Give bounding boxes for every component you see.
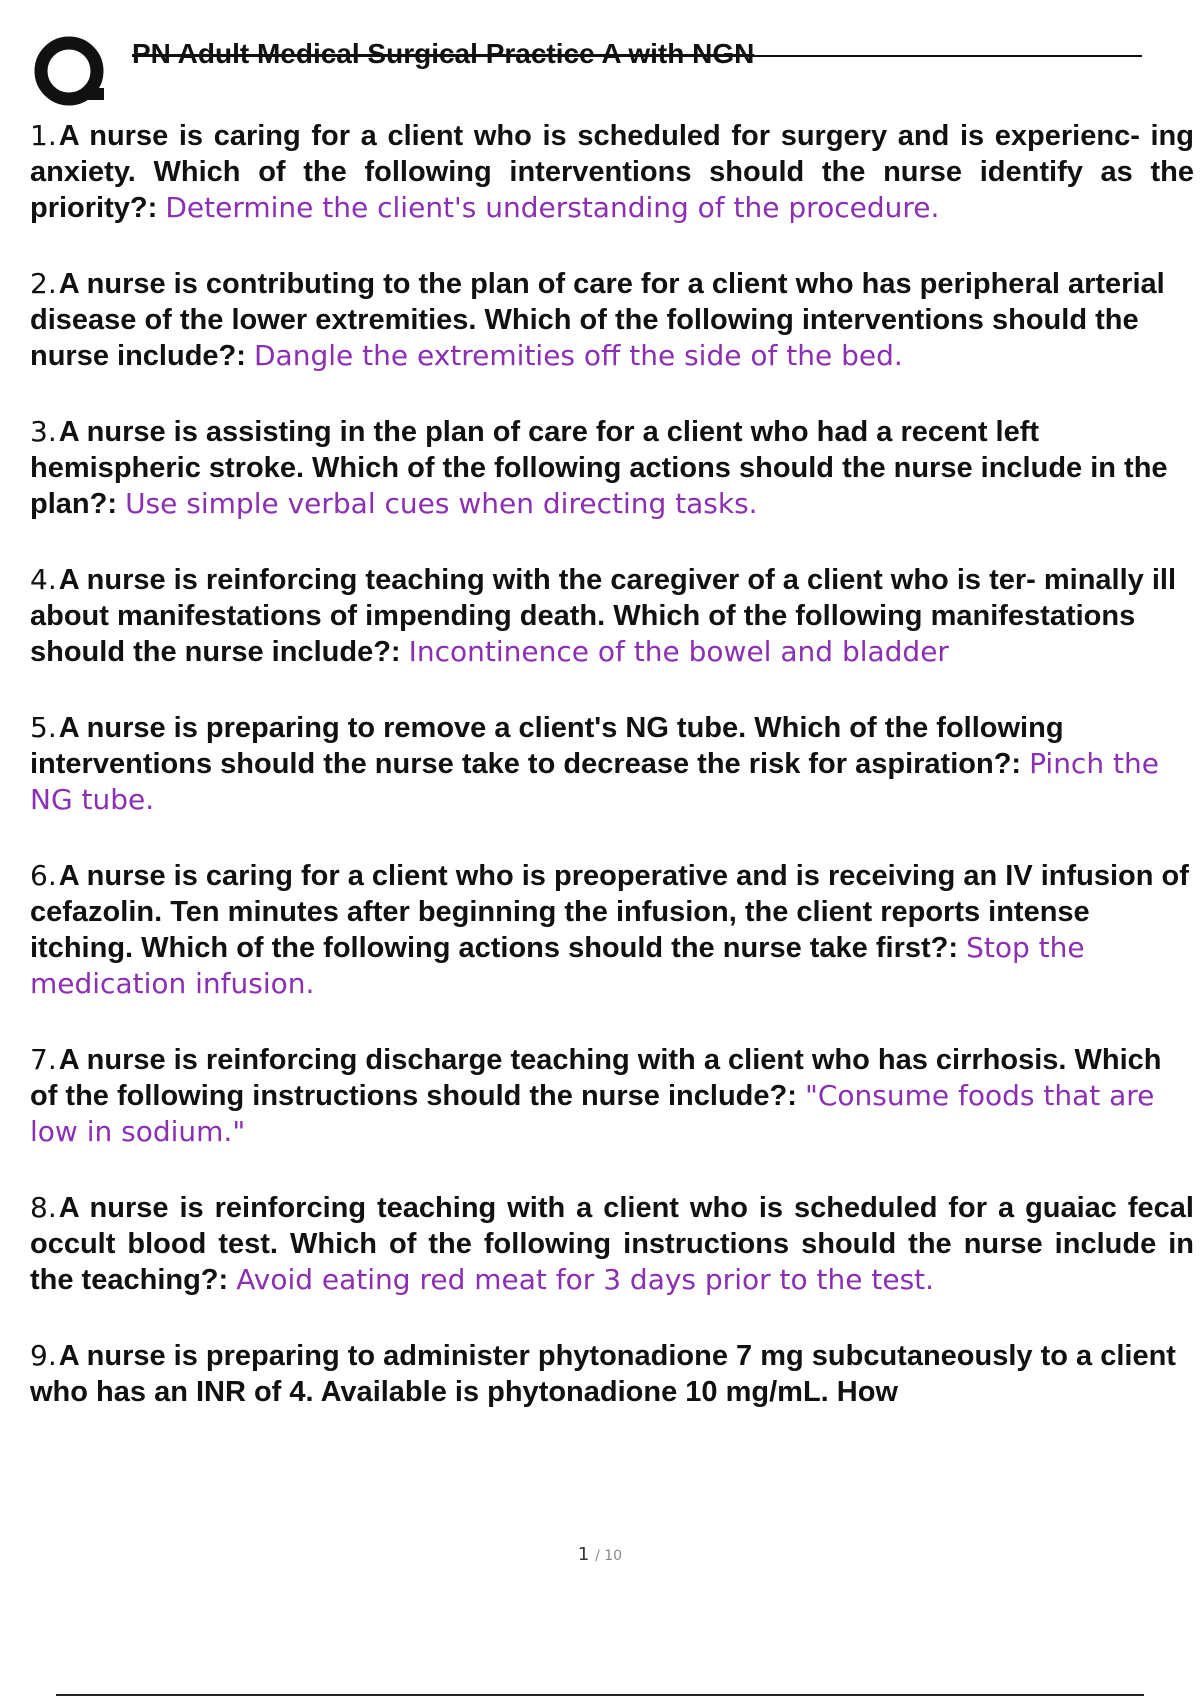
current-page-number: 1 (577, 1544, 590, 1565)
question-text: A nurse is caring for a client who is scheduled for surgery and is experienc- ing anxiety. Which of the following interventions should the nurse identify as the priority?: (30, 120, 1194, 224)
answer-text: Incontinence of the bowel and bladder (408, 635, 949, 668)
question-text: A nurse is preparing to administer phytonadione 7 mg subcutaneously to a client who has an INR of 4. Available is phytonadione 10 mg/mL. How (30, 1340, 1176, 1408)
question-text: A nurse is preparing to remove a client's NG tube. Which of the following interventions should the nurse take to decrease the risk for aspiration?: (30, 712, 1064, 780)
question-number: 4. (30, 563, 57, 596)
answer-text: Use simple verbal cues when directing tasks. (125, 487, 758, 520)
qa-item-5 (30, 710, 1194, 818)
answer-text: "Consume foods that are low in sodium." (30, 1079, 1155, 1148)
qa-item-1 (30, 118, 1194, 226)
question-text: A nurse is contributing to the plan of care for a client who has peripheral arterial disease of the lower extremities. Which of the following interventions should the nurse include?: (30, 268, 1165, 372)
question-text: A nurse is reinforcing teaching with the caregiver of a client who is ter- minally ill about manifestations of impending death. Which of the following manifestations should the nurse include?: (30, 564, 1177, 668)
page-bottom-divider (56, 1694, 1144, 1696)
answer-text: Determine the client's understanding of the procedure. (165, 191, 940, 224)
question-number: 6. (30, 859, 57, 892)
question-text: A nurse is reinforcing teaching with a client who is scheduled for a guaiac fecal occult blood test. Which of the following instructions should the nurse include in the teaching?: (30, 1192, 1194, 1296)
question-text: A nurse is caring for a client who is preoperative and is receiving an IV infusion of cefazolin. Ten minutes after beginning the infusion, the client reports intense itching. Which of the following actions should the nurse take first?: (30, 860, 1189, 964)
question-text: A nurse is reinforcing discharge teaching with a client who has cirrhosis. Which of the following instructions should the nurse include?: (30, 1044, 1162, 1112)
question-number: 9. (30, 1339, 57, 1372)
qa-item-8 (30, 1190, 1194, 1298)
question-number: 8. (30, 1191, 57, 1224)
question-number: 1. (30, 119, 57, 152)
page-indicator (0, 1544, 1200, 1565)
quizlet-q-logo-icon (30, 30, 112, 112)
question-number: 2. (30, 267, 57, 300)
answer-text: Avoid eating red meat for 3 days prior to the test. (236, 1263, 935, 1296)
document-title: PN Adult Medical Surgical Practice A with NGN (132, 38, 755, 69)
total-pages: / 10 (595, 1548, 623, 1564)
qa-item-4 (30, 562, 1194, 670)
question-number: 5. (30, 711, 57, 744)
answer-text: Stop the medication infusion. (30, 931, 1085, 1000)
question-number: 7. (30, 1043, 57, 1076)
qa-item-2 (30, 266, 1194, 374)
qa-item-7 (30, 1042, 1194, 1150)
qa-item-3 (30, 414, 1194, 522)
question-list (30, 118, 1194, 1450)
document-header (30, 28, 1142, 112)
qa-item-6 (30, 858, 1194, 1002)
question-text: A nurse is assisting in the plan of care for a client who had a recent left hemispheric stroke. Which of the following actions should the nurse include in the plan?: (30, 416, 1168, 520)
question-number: 3. (30, 415, 57, 448)
answer-text: Dangle the extremities off the side of the bed. (253, 339, 903, 372)
answer-text: Pinch the NG tube. (30, 747, 1159, 816)
qa-item-9 (30, 1338, 1194, 1410)
